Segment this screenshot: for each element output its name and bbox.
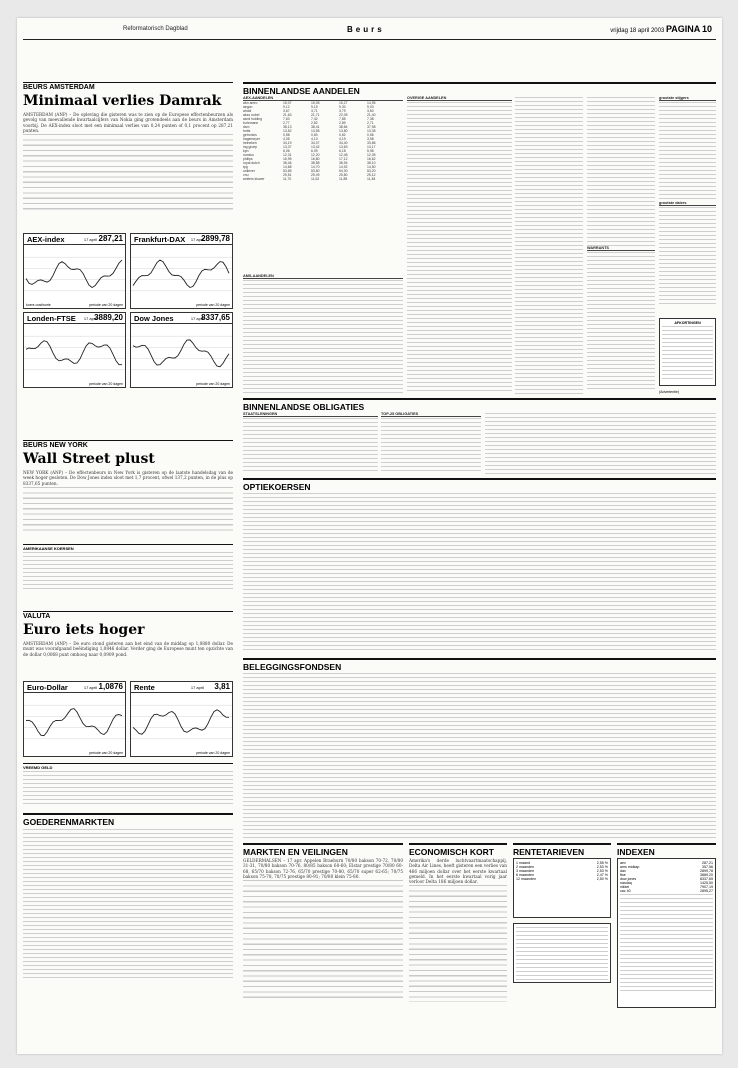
price-line (26, 341, 122, 365)
table-row: unilever 53,65 53,80 54,30 53,20 (243, 169, 376, 173)
masthead-rule (23, 39, 716, 40)
table-row: asml holding 7,63 7,42 7,85 7,38 (243, 117, 374, 121)
rate-row: 12 maanden 2,50 % (516, 877, 608, 881)
government-bonds-table: STAATSLENINGEN (243, 412, 378, 474)
commodities-title: GOEDERENMARKTEN (23, 813, 233, 827)
funds-table (243, 672, 716, 840)
warrants-table: WARRANTS (587, 96, 655, 396)
indices-box (617, 858, 716, 1008)
chart-rente: Rente 17 april 3,81 periode van 20 dagen (130, 681, 233, 757)
headline-valuta: Euro iets hoger (23, 622, 145, 638)
rate-row: 1 maand 2,55 % (516, 861, 608, 865)
domestic-shares-title: BINNENLANDSE AANDELEN (243, 82, 716, 96)
table-row: philips 16,95 16,80 17,12 16,62 (243, 157, 376, 161)
body-amsterdam: AMSTERDAM (ANP) – De opleving die gisteren was te zien op de Europese effectenbeurzen als gevolg van meevallende kwartaalcijfers van Nokia ging grotendeels aan de beurs in Amsterdam voorbij. De AEX-index sloot met een minimaal verlies van 0,24 punten of 0,1 procent op 287,21 punten. (23, 112, 233, 211)
kicker-amsterdam: BEURS AMSTERDAM (23, 82, 233, 91)
price-line (26, 709, 122, 736)
table-row: getronics 0,58 0,60 0,62 0,56 (243, 133, 374, 137)
index-row: dax 2899,78 (620, 869, 713, 873)
index-row: ams midkap 357,56 (620, 865, 713, 869)
section-title: Beurs (347, 25, 385, 34)
options-table (243, 492, 716, 652)
us-quotes-title: AMERIKAANSE KOERSEN (23, 544, 233, 551)
rate-row: 6 maanden 2,47 % (516, 873, 608, 877)
economic-short-text: Amerika's derde luchtvaartmaatschappij, Delta Air Lines, heeft gisteren een verlies van 466 miljoen dollar over het eerste kwartaal gemeld. In het eerste kwartaal vorig jaar verloor Delta 186 miljoen dollar. (409, 858, 507, 1008)
funds-title: BELEGGINGSFONDSEN (243, 658, 716, 672)
domestic-bonds-title: BINNENLANDSE OBLIGATIES (243, 398, 716, 412)
price-line (133, 710, 229, 734)
economic-short-title: ECONOMISCH KORT (409, 843, 507, 857)
table-row: fortis 13,52 13,55 13,80 13,35 (243, 129, 376, 133)
rates-box-2 (513, 923, 611, 983)
headline-new-york: Wall Street plust (23, 451, 155, 467)
page-date: vrijdag 18 april 2003 PAGINA 10 (610, 24, 712, 34)
table-row: dsm 38,13 38,41 38,84 37,98 (243, 125, 376, 129)
article-valuta (23, 611, 233, 657)
chart-aex: AEX-index 17 april 287,21 koers oostinurie periode van 20 dagen (23, 233, 126, 309)
table-row: royal dutch 38,46 38,58 38,94 38,10 (243, 161, 376, 165)
table-row: buhrmann 2,77 2,82 2,89 2,71 (243, 121, 374, 125)
markets-title: MARKTEN EN VEILINGEN (243, 843, 403, 857)
article-new-york (23, 440, 233, 532)
index-row: nasdaq 1425,50 (620, 881, 713, 885)
kicker-new-york: BEURS NEW YORK (23, 440, 233, 449)
body-valuta: AMSTERDAM (ANP) – De euro stond gisteren aan het eind van de middag op 1,0880 dollar. De munt was voorafgaand beëindiging 1,0846 dollar. Verder ging de Europese munt ten opzichte van de dollar 0,0068 punt omhoog naar 0,0909 pond. (23, 641, 233, 657)
advertisement-label: (Advertentie) (659, 390, 680, 394)
interest-rates-title: RENTETARIEVEN (513, 843, 611, 857)
top25-bonds-table: TOP-25 OBLIGATIES (381, 412, 481, 474)
chart-euro-dollar: Euro-Dollar 17 april 1,0876 periode van 20 dagen (23, 681, 126, 757)
table-row: numico 12,31 12,20 12,48 12,05 (243, 153, 376, 157)
paper-name: Reformatorisch Dagblad (123, 26, 188, 32)
index-row: aex 287,21 (620, 861, 713, 865)
rate-row: 2 maanden 2,53 % (516, 865, 608, 869)
options-title: OPTIEKOERSEN (243, 478, 716, 492)
article-amsterdam (23, 82, 233, 211)
price-line (133, 340, 229, 367)
foreign-money-table (23, 770, 233, 804)
table-row: tpg 14,68 14,70 14,92 14,50 (243, 165, 376, 169)
commodities-table (23, 828, 233, 978)
table-row: vnu 25,51 25,49 25,80 25,12 (243, 173, 376, 177)
headline-amsterdam: Minimaal verlies Damrak (23, 93, 222, 109)
other-bonds-table (485, 412, 716, 474)
markets-text: GELDERMALSEN – 17 apr. Appelen Braeburn 70/80 bakson 70-72, 70/80 31-31, 70/80 bakson 70-76, 80/85 bakson 60-60; Elstar prestige 70/80 60-68, 65/70 bakson 72-76, 65/70 prestige 70-80, 65/70 super 62-65; 70/75 bakson 75-78, 70/75 prestige 80-91; 70/80 klein 75-80. (243, 858, 403, 1008)
top-movers: grootste stijgers grootste dalers (659, 96, 716, 316)
index-row: nikkei 7907,19 (620, 885, 713, 889)
other-shares-table-2 (515, 96, 583, 396)
newspaper-page (17, 18, 722, 1054)
foreign-money-title: VREEMD GELD (23, 763, 233, 770)
table-row: ing groep 13,37 13,42 13,63 13,17 (243, 145, 376, 149)
rate-row: 3 maanden 2,53 % (516, 869, 608, 873)
chart-dax: Frankfurt-DAX 17 april 2899,78 periode van 20 dagen (130, 233, 233, 309)
chart-ftse: Londen-FTSE 17 april 3889,20 periode van 20 dagen (23, 312, 126, 388)
price-line (26, 260, 122, 287)
interest-rates-box (513, 858, 611, 918)
table-row: heineken 34,19 34,07 34,40 33,86 (243, 141, 376, 145)
kicker-valuta: VALUTA (23, 611, 233, 620)
price-line (133, 260, 229, 288)
table-row: hagemeyer 4,05 4,13 4,19 3,98 (243, 137, 374, 141)
table-row: kpn 6,06 6,09 6,18 5,98 (243, 149, 374, 153)
abbreviations-box: AFKORTINGEN (659, 318, 716, 386)
table-row: abn amro 15,07 15,05 15,27 14,95 (243, 101, 376, 105)
table-row: wolters kluwer 11,70 11,62 11,85 11,48 (243, 177, 376, 181)
table-row: aegon 9,12 9,19 9,30 9,03 (243, 105, 374, 109)
chart-dow: Dow Jones 17 april 8337,65 periode van 20 dagen (130, 312, 233, 388)
index-row: cac 40 2895,27 (620, 889, 713, 893)
ams-shares-table: AMS-AANDELEN (243, 274, 403, 396)
body-new-york: NEW YORK (ANP) – De effectenbeurs in New York is gisteren op de laatste handelsdag van de week hoger gesloten. De Dow Jones index sloot met 1,7 procent, ofwel 137,2 punten, in de plus op 8337,65 punten. (23, 470, 233, 532)
us-quotes-table (23, 551, 233, 591)
index-row: ftse 3889,20 (620, 873, 713, 877)
table-row: ahold 3,67 3,71 3,79 3,60 (243, 109, 374, 113)
indices-title: INDEXEN (617, 843, 716, 857)
table-row: akzo nobel 21,63 21,71 22,05 21,40 (243, 113, 376, 117)
other-shares-table: OVERIGE AANDELEN (407, 96, 512, 396)
index-row: dow jones 8337,65 (620, 877, 713, 881)
aex-shares-table: AEX-AANDELEN abn amro 15,07 15,05 15,27 14,95 aegon 9,12 9,19 9,30 9,03 ahold 3,67 3,71 3,79 3,60 akzo nobel 21,63 21,71 22,05 21,40 asml holding 7,63 7,42 7,85 7,38 buhrmann 2,77 2,82 2,89 2,71 dsm 38,13 38,41 38,84 37,98 fortis 13,52 13,55 13,80 13,35 getronics 0,58 0,60 0,62 0,56 hagemeyer 4,05 4,13 4,19 3,98 heineken 34,19 34,07 34,40 33,86 ing groep 13,37 13,42 13,63 13,17 kpn 6,06 6,09 6,18 5,98 numico 12,31 12,20 12,48 12,05 philips 16,95 16,80 17,12 16,62 royal dutch 38,46 38,58 38,94 38,10 tpg 14,68 14,70 14,92 14,50 unilever 53,65 53,80 54,30 53,20 vnu 25,51 25,49 25,80 25,12 wolters kluwer 11,70 11,62 11,85 11,48 (243, 96, 403, 272)
masthead (17, 18, 722, 40)
